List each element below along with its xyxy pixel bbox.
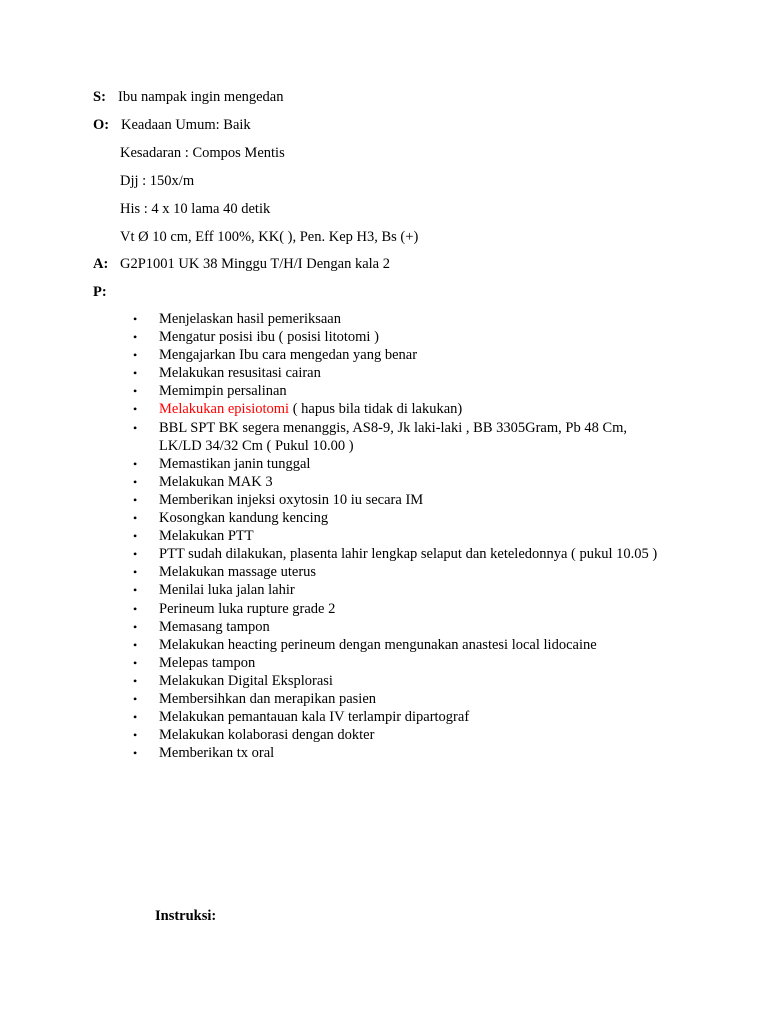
bullet-icon: • [133,456,138,471]
bullet-icon: • [133,691,138,706]
subjective-label: S: [93,89,106,105]
plan-item-text: Menilai luka jalan lahir [159,582,295,599]
assessment-text: G2P1001 UK 38 Minggu T/H/I Dengan kala 2 [120,256,390,272]
assessment-line [93,255,390,273]
bullet-icon: • [133,402,138,417]
plan-list-item [133,672,673,690]
plan-list-item [133,527,673,545]
plan-list-item [133,636,673,654]
plan-item-text: BBL SPT BK segera menanggis, AS8-9, Jk laki-laki , BB 3305Gram, Pb 48 Cm, LK/LD 34/32 Cm ( Pukul 10.00 ) [159,419,628,454]
objective-consciousness: Kesadaran : Compos Mentis [120,145,285,161]
plan-item-text: Kosongkan kandung kencing [159,510,329,527]
plan-list-item [133,455,673,473]
plan-list-item [133,545,673,563]
plan-list-item [133,509,673,527]
plan-item-text: Melepas tampon [159,654,256,671]
plan-item-text: Mengajarkan Ibu cara mengedan yang benar [159,347,418,364]
plan-list-item [133,618,673,636]
plan-list-item [133,690,673,708]
bullet-icon: • [133,511,138,526]
plan-list-item [133,744,673,762]
bullet-icon: • [133,348,138,363]
instruksi-heading: Instruksi: [155,908,217,924]
plan-item-text: Perineum luka rupture grade 2 [159,600,336,617]
plan-item-text: Memberikan injeksi oxytosin 10 iu secara IM [159,491,424,508]
plan-item-text: Mengatur posisi ibu ( posisi litotomi ) [159,329,379,346]
plan-list-item [133,491,673,509]
plan-list-item [133,364,673,382]
bullet-icon: • [133,583,138,598]
plan-item-text: Melakukan resusitasi cairan [159,365,321,382]
bullet-icon: • [133,601,138,616]
objective-fetal-heart-rate: Djj : 150x/m [120,173,195,189]
objective-vaginal-exam: Vt Ø 10 cm, Eff 100%, KK( ), Pen. Kep H3, Bs (+) [120,229,419,245]
plan-list-item [133,726,673,744]
plan-item-text: ( hapus bila tidak di lakukan) [289,401,463,418]
plan-list-item [133,382,673,400]
objective-line [93,116,251,134]
bullet-icon: • [133,312,138,326]
bullet-icon: • [133,547,138,562]
plan-list-item [133,473,673,491]
plan-item-text: Memasang tampon [159,618,270,635]
plan-item-text: Melakukan MAK 3 [159,473,273,490]
plan-item-text: Memberikan tx oral [159,745,275,762]
plan-item-text: Melakukan heacting perineum dengan mengunakan anastesi local lidocaine [159,636,597,653]
plan-list-item [133,310,673,328]
plan-item-text: Menjelaskan hasil pemeriksaan [159,311,341,327]
plan-list-item [133,346,673,364]
objective-contractions: His : 4 x 10 lama 40 detik [120,201,271,217]
bullet-icon: • [133,710,138,725]
bullet-icon: • [133,655,138,670]
plan-item-text: PTT sudah dilakukan, plasenta lahir lengkap selaput dan keteledonnya ( pukul 10.05 ) [159,546,658,563]
plan-item-text: Melakukan massage uterus [159,564,317,581]
plan-item-text: Melakukan kolaborasi dengan dokter [159,727,375,744]
bullet-icon: • [133,474,138,489]
plan-list-item [133,708,673,726]
bullet-icon: • [133,565,138,580]
plan-line [93,283,107,301]
bullet-icon: • [133,420,138,435]
plan-item-text: Membersihkan dan merapikan pasien [159,690,377,707]
plan-item-text: Memimpin persalinan [159,383,287,400]
plan-list-item [133,600,673,618]
plan-list-item [133,419,673,455]
plan-item-text: Melakukan PTT [159,528,254,545]
plan-list-item [133,400,673,418]
plan-list-item [133,581,673,599]
objective-text: Keadaan Umum: Baik [121,117,251,133]
objective-label: O: [93,117,110,133]
bullet-icon: • [133,529,138,544]
bullet-icon: • [133,728,138,743]
plan-item-text: Memastikan janin tunggal [159,455,311,472]
bullet-icon: • [133,492,138,507]
plan-item-text: Melakukan Digital Eksplorasi [159,672,333,689]
subjective-line [93,88,284,106]
bullet-icon: • [133,746,138,761]
plan-list-item [133,328,673,346]
bullet-icon: • [133,619,138,634]
plan-label: P: [93,284,107,300]
bullet-icon: • [133,637,138,652]
plan-list [133,310,673,762]
subjective-text: Ibu nampak ingin mengedan [118,89,284,105]
plan-item-highlight: Melakukan episiotomi [159,401,290,418]
plan-list-item [133,654,673,672]
plan-item-text: Melakukan pemantauan kala IV terlampir dipartograf [159,709,470,726]
assessment-label: A: [93,256,109,272]
bullet-icon: • [133,366,138,381]
bullet-icon: • [133,330,138,345]
bullet-icon: • [133,384,138,399]
plan-list-item [133,563,673,581]
bullet-icon: • [133,673,138,688]
